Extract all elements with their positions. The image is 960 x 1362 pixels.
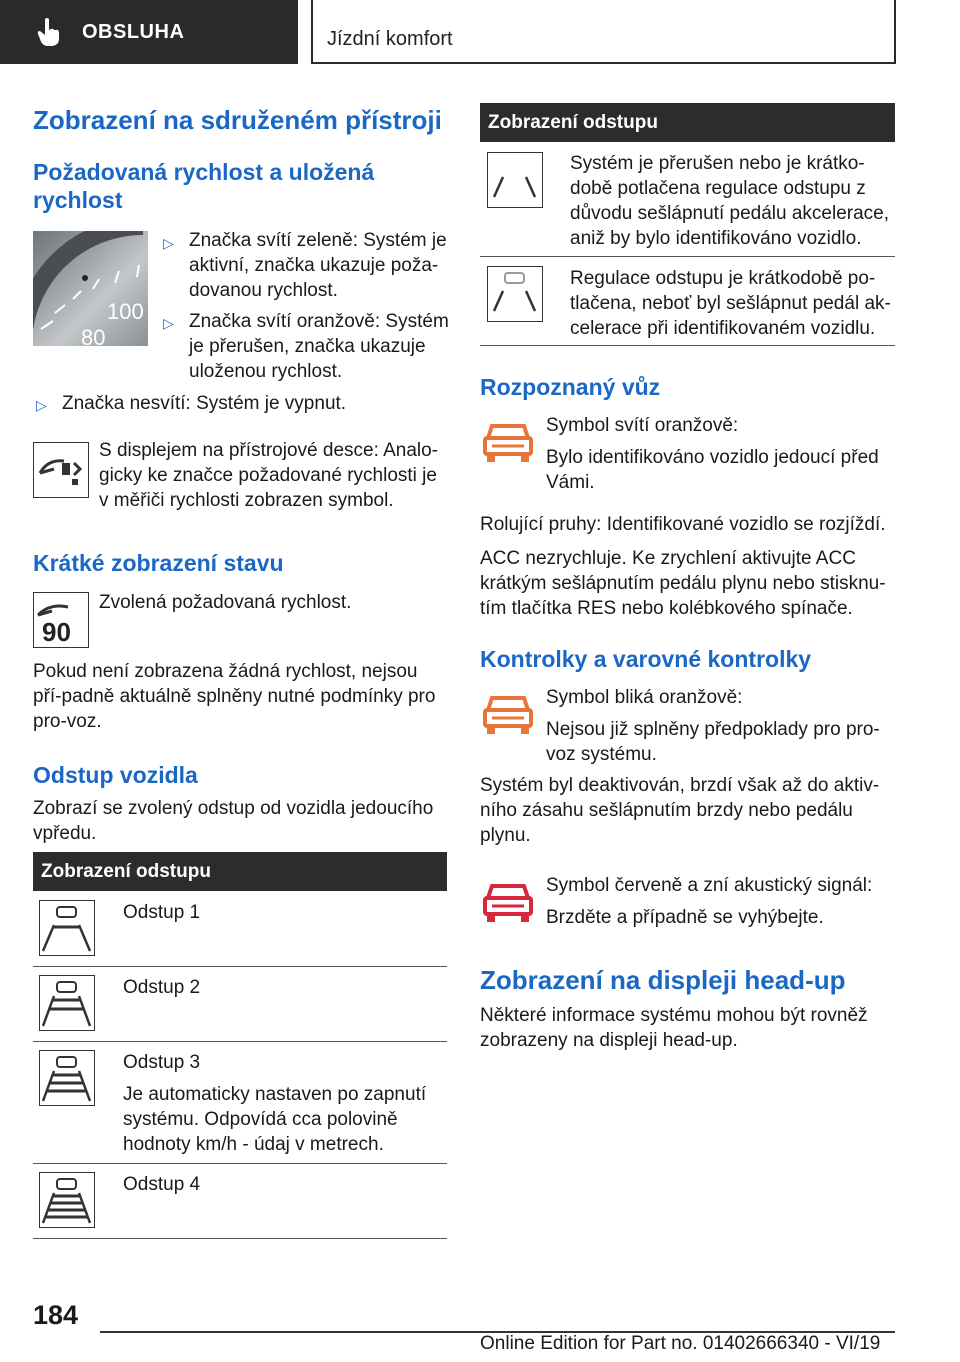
car-orange-icon <box>482 420 534 466</box>
heading-detected-vehicle: Rozpoznaný vůz <box>480 374 661 400</box>
speed-90-value: 90 <box>42 617 71 647</box>
speedometer-image <box>33 231 148 346</box>
hud-text: Některé informace systému mohou být rovněž zobrazeny na displeji head-up. <box>480 1005 868 1051</box>
display-symbol-text: S displejem na přístrojové desce: Analo-gicky ke značce požadované rychlosti je v měřiči rychlosti zobrazen symbol. <box>99 440 439 511</box>
bullet-arrow-icon: ▷ <box>163 315 174 331</box>
heading-warning-lights: Kontrolky a varovné kontrolky <box>480 646 812 672</box>
status-text: Zvolená požadovaná rychlost. <box>99 592 352 613</box>
rolling-lanes-text: Rolující pruhy: Identifikované vozidlo se rozjíždí. <box>480 514 886 535</box>
distance-3-icon <box>39 1050 95 1106</box>
cruise-display-icon <box>33 442 89 498</box>
right-row2-text: Regulace odstupu je krátkodobě po-tlačena, neboť byl sešlápnut pedál ak-celerace při identifikovaném vozidlu. <box>570 268 891 339</box>
header-section-tab <box>0 0 298 64</box>
warn-description: Nejsou již splněny předpoklady pro pro-voz systému. <box>546 719 880 765</box>
right-row1-text: Systém je přerušen nebo je krátko-době potlačena regulace odstupu z důvodu sešlápnutí pedálu akcelerace, aniž by bylo identifikováno vozidlo. <box>570 153 890 249</box>
bullet-arrow-icon: ▷ <box>36 397 47 413</box>
speed-90-icon <box>33 592 89 648</box>
heading-desired-speed: Požadovaná rychlost a uložená rychlost <box>33 159 375 213</box>
row-divider <box>480 256 895 257</box>
bullet-arrow-icon: ▷ <box>163 235 174 251</box>
heading-short-status: Krátké zobrazení stavu <box>33 550 284 576</box>
detected-description: Bylo identifikováno vozidlo jedoucí před Vámi. <box>546 447 879 493</box>
row-divider <box>33 1041 447 1042</box>
detected-symbol-text: Symbol svítí oranžově: <box>546 415 739 436</box>
distance-3-label: Odstup 3 <box>123 1052 201 1073</box>
distance-4-icon <box>39 1172 95 1228</box>
bullet-orange: Značka svítí oranžově: Systém je přerušen, značka ukazuje uloženou rychlost. <box>189 311 449 382</box>
row-divider <box>33 966 447 967</box>
gauge-number-80: 80 <box>81 325 106 346</box>
hand-pointer-icon <box>36 17 62 47</box>
distance-intro: Zobrazí se zvolený odstup od vozidla jedoucího vpředu. <box>33 798 434 844</box>
warn-symbol-text: Symbol bliká oranžově: <box>546 687 743 708</box>
header-section-title: OBSLUHA <box>82 20 185 43</box>
row-divider <box>480 345 895 346</box>
distance-2-label: Odstup 2 <box>123 977 201 998</box>
distance-interrupted-icon <box>487 152 543 208</box>
bullet-off: Značka nesvítí: Systém je vypnut. <box>62 393 347 414</box>
heading-instrument-cluster: Zobrazení na sdruženém přístroji <box>33 105 442 135</box>
row-divider <box>33 1238 447 1239</box>
header-chapter-title: Jízdní komfort <box>327 28 453 50</box>
red-description: Brzděte a případně se vyhýbejte. <box>546 907 824 928</box>
acc-paragraph: ACC nezrychluje. Ke zrychlení aktivujte ACC krátkým sešlápnutím pedálu plynu nebo stisknu-tím tlačítka RES nebo kolébkového spínače. <box>480 548 886 619</box>
car-orange-flashing-icon <box>482 692 534 738</box>
deactivated-paragraph: Systém byl deaktivován, brzdí však až do aktiv-ního zásahu sešlápnutím brzdy nebo pedálu plynu. <box>480 775 880 846</box>
bullet-green: Značka svítí zeleně: Systém je aktivní, značka ukazuje poža-dovanou rychlost. <box>189 230 447 301</box>
car-red-icon <box>482 880 534 926</box>
distance-1-icon <box>39 900 95 956</box>
heading-vehicle-distance: Odstup vozidla <box>33 762 198 788</box>
distance-3-desc: Je automaticky nastaven po zapnutí systému. Odpovídá cca polovině hodnoty km/h - údaj v metrech. <box>123 1084 427 1155</box>
table-header-left: Zobrazení odstupu <box>33 852 447 891</box>
status-paragraph: Pokud není zobrazena žádná rychlost, nejsou pří-padně aktuálně splněny nutné podmínky pro pro-voz. <box>33 661 436 732</box>
distance-suppressed-icon <box>487 266 543 322</box>
heading-head-up-display: Zobrazení na displeji head-up <box>480 965 846 995</box>
distance-2-icon <box>39 975 95 1031</box>
distance-4-label: Odstup 4 <box>123 1174 201 1195</box>
red-symbol-text: Symbol červeně a zní akustický signál: <box>546 875 873 896</box>
footer-edition: Online Edition for Part no. 01402666340 - VI/19 <box>480 1333 881 1354</box>
header-chapter-box <box>311 0 896 64</box>
row-divider <box>33 1163 447 1164</box>
distance-1-label: Odstup 1 <box>123 902 201 923</box>
page-number: 184 <box>33 1300 79 1330</box>
table-header-right: Zobrazení odstupu <box>480 103 895 142</box>
gauge-number-100: 100 <box>107 299 144 324</box>
